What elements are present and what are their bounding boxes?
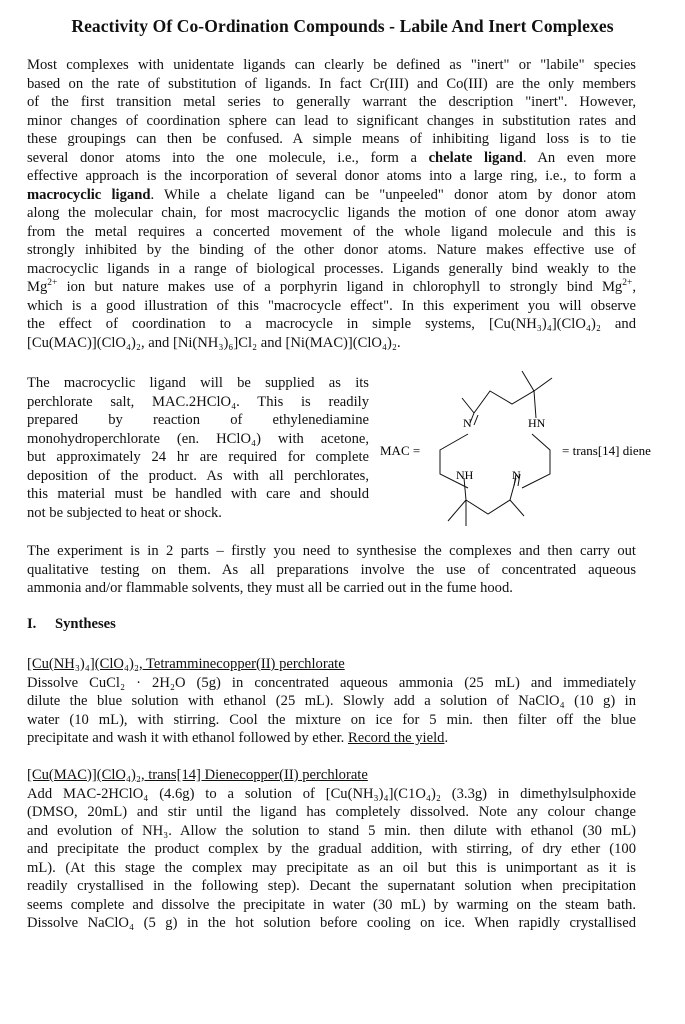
mac-line: deposition of the product. As with all perchlorates,: [27, 467, 369, 484]
intro-line: from the metal requires a concerted movement of the whole ligand molecule and this is: [27, 223, 636, 240]
procedure-line: precipitate and wash it with ethanol followed by ether. Record the yield.: [27, 730, 449, 746]
atom-n-bottom: N: [512, 468, 521, 482]
top-imine-bond: [474, 415, 478, 425]
cu-mac-procedure: [27, 766, 636, 933]
experiment-line: ammonia and/or flammable solvents, they must all be carried out in the fume hood.: [27, 580, 513, 596]
procedure-line: Add MAC-2HClO₄ (4.6g) to a solution of [Cu(NH₃)₄](C1O₄)₂ (3.3g) in dimethylsulphoxide: [27, 785, 636, 802]
cu-nh3-heading: [Cu(NH₃)₄](ClO₄)₂, Tetramminecopper(II) perchlorate: [27, 656, 345, 672]
mac-label: MAC =: [380, 443, 421, 458]
section-number: I.: [27, 616, 37, 632]
intro-line: macrocyclic ligands in a range of biological processes. Ligands generally bind weakly to the: [27, 260, 636, 277]
mac-line: prepared by reaction of ethylenediamine: [27, 412, 369, 428]
experiment-line: qualitative testing on them. As all preparations involve the use of concentrated aqueous: [27, 561, 636, 578]
intro-line: macrocyclic ligand. While a chelate ligand can be "unpeeled" donor atom by donor atom: [27, 186, 636, 203]
atom-nh-bottom: NH: [456, 468, 474, 482]
intro-line: effective approach is the incorporation of several donor atoms into a large ring, i.e., to form a: [27, 168, 636, 184]
bottom-methyl-bond: [510, 500, 524, 516]
procedure-line: Dissolve CuCl₂ · 2H₂O (5g) in concentrated aqueous ammonia (25 mL) and immediately: [27, 674, 636, 691]
experiment-paragraph: [27, 542, 636, 598]
top-methyl-bond: [534, 378, 552, 391]
procedure-line: seems complete and dissolve the precipitate in water (30 mL) by warming on the steam bath.: [27, 896, 636, 913]
intro-line: strongly inhibited by the binding of the other donor atoms. Nature makes effective use of: [27, 242, 636, 258]
section-heading-syntheses: [27, 616, 116, 633]
intro-line: $Mg^{2+}$ ion but nature makes use of a porphyrin ligand in chlorophyll to strongly bind $Mg^{2+}$,: [27, 278, 636, 295]
intro-paragraph: [27, 56, 636, 352]
mac-line: perchlorate salt, MAC.2HClO₄. This is readily: [27, 393, 369, 410]
mac-paragraph: [27, 374, 369, 522]
intro-line: Most complexes with unidentate ligands can clearly be defined as "inert" or "labile" species: [27, 57, 636, 73]
cu-mac-heading: [Cu(MAC)](ClO₄)₂, trans[14] Dienecopper(II) perchlorate: [27, 767, 368, 783]
procedure-line: mL). (At this stage the complex may precipitate as an oil but this is unimportant as it is: [27, 859, 636, 876]
intro-line: several donor atoms into the one molecule, i.e., form a chelate ligand. An even more: [27, 149, 636, 166]
chelate-ligand-term: chelate ligand: [428, 149, 523, 166]
mac-line: but approximately 24 hr are required for complete: [27, 449, 369, 465]
intro-line: minor changes of coordination sphere can lead to significant changes in substitution rates and: [27, 112, 636, 129]
page-title: Reactivity Of Co-Ordination Compounds - Labile And Inert Complexes: [71, 16, 614, 36]
atom-hn-top: HN: [528, 416, 546, 430]
procedure-line: and evolution of NH₃. Allow the solution to stand 5 min. then dilute with ethanol (30 mL): [27, 822, 636, 839]
mac-line: not be subjected to heat or shock.: [27, 504, 222, 521]
top-ring-bonds: [474, 391, 536, 418]
record-yield-note: Record the yield: [347, 730, 445, 746]
intro-line: along the molecular chain, for most macrocyclic ligands the motion of one donor atom away: [27, 205, 636, 221]
procedure-line: Dissolve NaClO₄ (5 g) in the hot solution before cooling on ice. When rapidly crystallised: [27, 915, 636, 931]
procedure-line: (DMSO, 20mL) and stir until the ligand has completely dissolved. Note any colour change: [27, 804, 636, 820]
mac-line: monohydroperchlorate (en. HClO₄) with acetone,: [27, 430, 369, 447]
mac-line: this material must be handled with care and should: [27, 486, 369, 502]
intro-line: the effect of coordination to a macrocycle in simple systems, [Cu(NH₃)₄](ClO₄)₂ and: [27, 316, 636, 332]
right-chain-bonds: [522, 434, 550, 488]
macrocyclic-ligand-term: macrocyclic ligand: [27, 186, 151, 203]
structure-bonds: [440, 371, 552, 526]
top-methyl-bond: [522, 371, 534, 391]
bottom-ring-bonds: [464, 478, 516, 514]
bottom-methyl-bond: [448, 500, 466, 521]
section-title: Syntheses: [55, 616, 116, 632]
top-methyl-bond: [462, 398, 474, 413]
procedure-line: dilute the blue solution with ethanol (25 mL). Slowly add a solution of NaClO₄ (10 g) in: [27, 693, 636, 709]
intro-line: these groupings can then be confused. A simple means of inhibiting ligand loss is to tie: [27, 131, 636, 147]
mac-line: The macrocyclic ligand will be supplied as its: [27, 375, 369, 391]
trans-diene-label: = trans[14] diene: [562, 443, 651, 458]
procedure-line: and precipitate the product complex by the gradual addition, with stirring, of dry ether (100: [27, 841, 636, 857]
intro-line: based on the rate of substitution of ligands. In fact Cr(III) and Co(III) are the only members: [27, 75, 636, 92]
atom-n-top: N: [463, 416, 472, 430]
macrocycle-structure-diagram: [372, 366, 685, 536]
intro-line: [Cu(MAC)](ClO₄)₂, and [Ni(NH₃)₆]Cl₂ and [Ni(MAC)](ClO₄)₂.: [27, 334, 401, 351]
procedure-line: water (10 mL), with stirring. Cool the mixture on ice for 5 min. then filter off the blue: [27, 711, 636, 728]
experiment-line: The experiment is in 2 parts – firstly you need to synthesise the complexes and then carry out: [27, 543, 636, 559]
procedure-line: readily crystallised in the following step). Decant the supernatant solution when precipitation: [27, 878, 636, 894]
cu-nh3-procedure: [27, 655, 636, 748]
intro-line: which is a good illustration of this "macrocycle effect". In this experiment you will observe: [27, 297, 636, 314]
intro-line: of the first transition metal series to generally warrant the description "inert". However,: [27, 94, 636, 110]
